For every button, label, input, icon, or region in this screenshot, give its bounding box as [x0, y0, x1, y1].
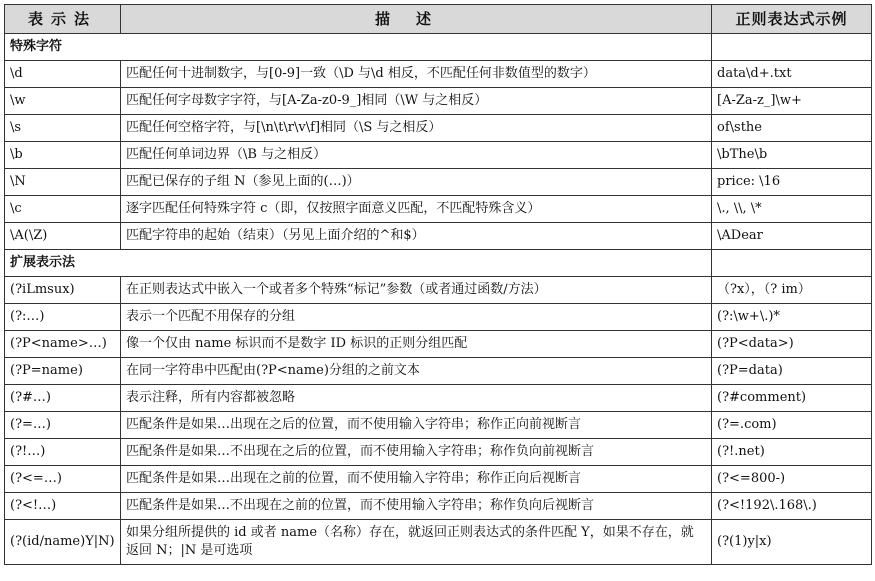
description-cell: 匹配已保存的子组 N（参见上面的(…)） — [121, 169, 712, 196]
example-cell: (?<!192\.168\.) — [712, 493, 872, 520]
table-row — [5, 169, 872, 196]
description-cell: 如果分组所提供的 id 或者 name（名称）存在，就返回正则表达式的条件匹配 Y，如果不存在，就返回 N；|N 是可选项 — [121, 520, 712, 565]
example-cell: （?x），（? im） — [712, 277, 872, 304]
notation-cell: (?P=name) — [5, 358, 121, 385]
description-cell: 匹配字符串的起始（结束）（另见上面介绍的^和$） — [121, 223, 712, 250]
notation-cell: (?=…) — [5, 412, 121, 439]
table-row — [5, 520, 872, 565]
table-row — [5, 358, 872, 385]
table-row — [5, 115, 872, 142]
example-cell: (?#comment) — [712, 385, 872, 412]
notation-cell: \b — [5, 142, 121, 169]
description-cell: 匹配条件是如果…不出现在之后的位置，而不使用输入字符串；称作负向前视断言 — [121, 439, 712, 466]
regex-table-container — [4, 4, 871, 565]
notation-cell: (?<!…) — [5, 493, 121, 520]
description-cell: 表示注释，所有内容都被忽略 — [121, 385, 712, 412]
header-example: 正则表达式示例 — [712, 5, 872, 34]
section-empty-cell — [712, 250, 872, 277]
table-row — [5, 61, 872, 88]
regex-notation-table — [4, 4, 872, 565]
header-row — [5, 5, 872, 34]
example-cell: (?=.com) — [712, 412, 872, 439]
table-row — [5, 412, 872, 439]
table-row — [5, 142, 872, 169]
header-notation: 表示法 — [5, 5, 121, 34]
example-cell: \., \\, \* — [712, 196, 872, 223]
section-row-extended-notation — [5, 250, 872, 277]
description-cell: 匹配条件是如果…不出现在之前的位置，而不使用输入字符串；称作负向后视断言 — [121, 493, 712, 520]
description-cell: 匹配任何空格字符，与[\n\t\r\v\f]相同（\S 与之相反） — [121, 115, 712, 142]
notation-cell: (?<=…) — [5, 466, 121, 493]
table-row — [5, 196, 872, 223]
section-title: 特殊字符 — [5, 34, 712, 61]
example-cell: \ADear — [712, 223, 872, 250]
notation-cell: (?#…) — [5, 385, 121, 412]
table-row — [5, 466, 872, 493]
notation-cell: \A(\Z) — [5, 223, 121, 250]
table-row — [5, 331, 872, 358]
description-cell: 匹配任何单词边界（\B 与之相反） — [121, 142, 712, 169]
description-cell: 像一个仅由 name 标识而不是数字 ID 标识的正则分组匹配 — [121, 331, 712, 358]
example-cell: (?!.net) — [712, 439, 872, 466]
example-cell: data\d+.txt — [712, 61, 872, 88]
notation-cell: (?!…) — [5, 439, 121, 466]
table-row — [5, 304, 872, 331]
description-cell: 在正则表达式中嵌入一个或者多个特殊“标记”参数（或者通过函数/方法） — [121, 277, 712, 304]
notation-cell: \d — [5, 61, 121, 88]
section-empty-cell — [712, 34, 872, 61]
table-row — [5, 493, 872, 520]
description-cell: 匹配任何字母数字字符，与[A-Za-z0-9_]相同（\W 与之相反） — [121, 88, 712, 115]
example-cell: (?P=data) — [712, 358, 872, 385]
notation-cell: (?P<name>…) — [5, 331, 121, 358]
example-cell: (?(1)y|x) — [712, 520, 872, 565]
example-cell: [A-Za-z_]\w+ — [712, 88, 872, 115]
example-cell: (?<=800-) — [712, 466, 872, 493]
notation-cell: (?:…) — [5, 304, 121, 331]
description-cell: 在同一字符串中匹配由(?P<name)分组的之前文本 — [121, 358, 712, 385]
description-cell: 表示一个匹配不用保存的分组 — [121, 304, 712, 331]
notation-cell: \N — [5, 169, 121, 196]
description-cell: 逐字匹配任何特殊字符 c（即，仅按照字面意义匹配，不匹配特殊含义） — [121, 196, 712, 223]
example-cell: price: \16 — [712, 169, 872, 196]
section-row-special-chars — [5, 34, 872, 61]
notation-cell: \s — [5, 115, 121, 142]
table-row — [5, 223, 872, 250]
example-cell: (?P<data>) — [712, 331, 872, 358]
notation-cell: (?iLmsux) — [5, 277, 121, 304]
example-cell: of\sthe — [712, 115, 872, 142]
notation-cell: \c — [5, 196, 121, 223]
example-cell: (?:\w+\.)* — [712, 304, 872, 331]
description-cell: 匹配条件是如果…出现在之后的位置，而不使用输入字符串；称作正向前视断言 — [121, 412, 712, 439]
example-cell: \bThe\b — [712, 142, 872, 169]
notation-cell: \w — [5, 88, 121, 115]
table-row — [5, 277, 872, 304]
notation-cell: (?(id/name)Y|N) — [5, 520, 121, 565]
table-row — [5, 385, 872, 412]
section-title: 扩展表示法 — [5, 250, 712, 277]
description-cell: 匹配条件是如果…出现在之前的位置，而不使用输入字符串；称作正向后视断言 — [121, 466, 712, 493]
header-description: 描述 — [121, 5, 712, 34]
table-row — [5, 88, 872, 115]
description-cell: 匹配任何十进制数字，与[0-9]一致（\D 与\d 相反，不匹配任何非数值型的数字） — [121, 61, 712, 88]
table-row — [5, 439, 872, 466]
